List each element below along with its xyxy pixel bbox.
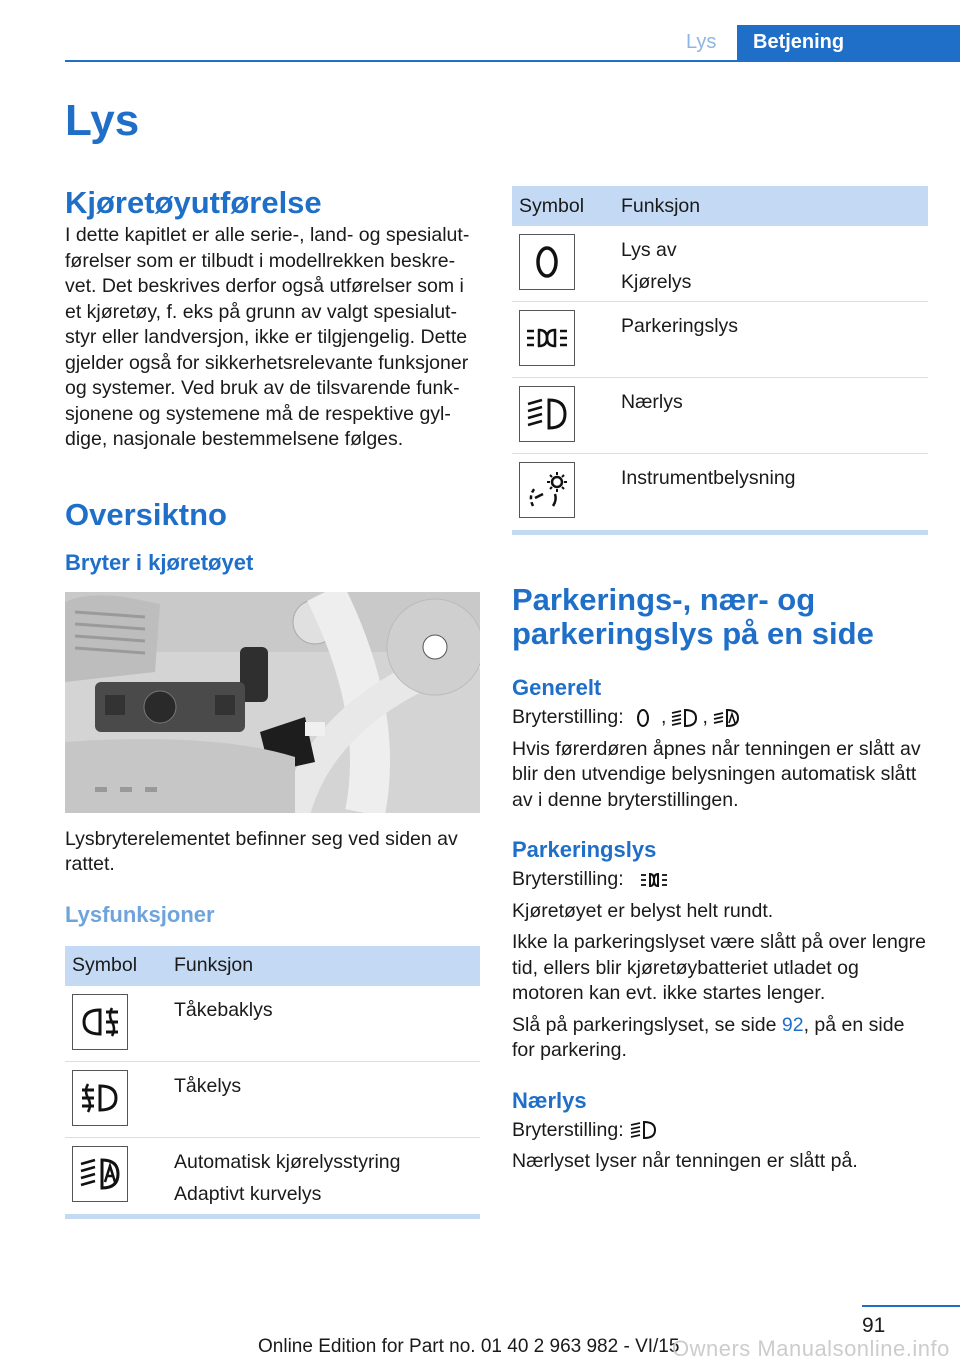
column-header-function: Funksjon: [174, 954, 254, 976]
page-title: Lys: [65, 96, 140, 145]
column-header-symbol: Symbol: [72, 954, 138, 976]
section-title-parking-lights: Parkerings-, nær- og parkeringslys på en side: [512, 582, 874, 651]
subtitle-switch-in-vehicle: Bryter i kjøretøyet: [65, 549, 254, 575]
edition-text: Online Edition for Part no. 01 40 2 963 982 - VI/15: [258, 1336, 680, 1357]
section-title-overview: Oversiktno: [65, 496, 227, 532]
parking-light-icon: [519, 310, 575, 366]
function-label-secondary: Kjørelys: [621, 271, 692, 293]
section-title-vehicle-version: Kjøretøyutførelse: [65, 185, 322, 220]
instrument-lighting-icon: [519, 462, 575, 518]
general-switch-position: [512, 705, 928, 731]
parking-switch-position: [512, 867, 928, 893]
subtitle-low-beam: Nærlys: [512, 1087, 587, 1113]
right-column: [512, 186, 928, 1175]
separator: ,: [702, 706, 708, 729]
function-label: Tåkelys: [174, 1074, 242, 1097]
header-rule: [65, 60, 960, 62]
switch-position-label: Bryterstilling:: [512, 706, 624, 728]
front-fog-light-icon: [72, 1070, 128, 1126]
lights-off-icon: [629, 706, 657, 730]
table-row: [65, 1138, 480, 1214]
function-label: Nærlys: [621, 391, 683, 413]
function-label: Parkeringslys: [621, 315, 739, 337]
table-row: [512, 302, 928, 378]
function-label: Lys av: [621, 239, 677, 261]
photo-caption: Lysbryterelementet befinner seg ved siden av rattet.: [65, 827, 458, 875]
header-section-label: Lys: [686, 31, 717, 53]
table-row: [512, 378, 928, 454]
switch-position-label: Bryterstilling:: [512, 1118, 624, 1141]
footer-rule: [862, 1305, 960, 1307]
table-row: [65, 986, 480, 1062]
function-label: Tåkebaklys: [174, 998, 273, 1021]
function-label: Automatisk kjørelysstyring: [174, 1150, 401, 1173]
low-beam-switch-position: [512, 1118, 928, 1144]
parking-text-1: Kjøretøyet er belyst helt rundt.: [512, 899, 774, 922]
low-beam-icon: [519, 386, 575, 442]
auto-headlight-icon: [72, 1146, 128, 1202]
table-footer-rule: [65, 1214, 480, 1219]
auto-headlight-icon: [712, 706, 740, 730]
function-label: Instrumentbelysning: [621, 467, 796, 489]
parking-text-3: [512, 1013, 928, 1064]
column-header-function: Funksjon: [621, 194, 701, 217]
table-row: [512, 226, 928, 302]
switch-position-label: Bryterstilling:: [512, 868, 624, 891]
low-beam-icon: [629, 1118, 657, 1142]
column-header-symbol: Symbol: [519, 194, 585, 217]
parking-text-3-end: , på en side for parkering.: [512, 1013, 905, 1062]
vehicle-version-text: I dette kapitlet er alle serie-, land- og spesialutførelser som er tilbudt i modellrekken beskrevet. Det beskrives derfor også utførelser som i et kjøretøy, f. eks på grunn av valgt spesialutstyr eller landversjon, ikke er tilgjengelig. Dette gjelder også for sikkerhetsrelevante funksjoner og systemer. Ved bruk av de tilsvarende funksjonene og systemene må de respektive gyldige, nasjonale bestemmelsene følges.: [65, 224, 470, 450]
lights-off-icon: [519, 234, 575, 290]
table-row: [65, 1062, 480, 1138]
page-number: 91: [862, 1314, 886, 1337]
subtitle-parking-light: Parkeringslys: [512, 837, 657, 863]
left-column: [65, 180, 480, 1219]
table-footer-rule: [512, 530, 928, 535]
function-label-secondary: Adaptivt kurvelys: [174, 1182, 322, 1205]
table-header: [512, 186, 928, 226]
parking-text-3-start: Slå på parkeringslyset, se side: [512, 1013, 782, 1036]
low-beam-text: Nærlyset lyser når tenningen er slått på.: [512, 1150, 858, 1173]
page-link-92[interactable]: 92: [781, 1013, 804, 1036]
general-text: Hvis førerdøren åpnes når tenningen er slått av blir den utvendige belysningen automatisk slått av i denne bryterstillingen.: [512, 737, 921, 811]
header-tab[interactable]: Betjening: [737, 25, 960, 62]
light-functions-table: [65, 946, 480, 1219]
subtitle-light-functions: Lysfunksjoner: [65, 901, 215, 927]
parking-light-icon: [629, 868, 679, 892]
light-switch-photo: [65, 592, 480, 813]
watermark: Owners Manualsonline.info: [672, 1336, 950, 1361]
switch-positions-table: [512, 186, 928, 535]
table-header: [65, 946, 480, 986]
rear-fog-light-icon: [72, 994, 128, 1050]
table-row: [512, 454, 928, 530]
parking-text-2: Ikke la parkeringslyset være slått på over lengre tid, ellers blir kjøretøybatteriet utladet og motoren kan evt. ikke startes lenger.: [512, 931, 927, 1005]
subtitle-general: Generelt: [512, 675, 602, 700]
separator: ,: [661, 706, 667, 729]
low-beam-icon: [670, 706, 698, 730]
